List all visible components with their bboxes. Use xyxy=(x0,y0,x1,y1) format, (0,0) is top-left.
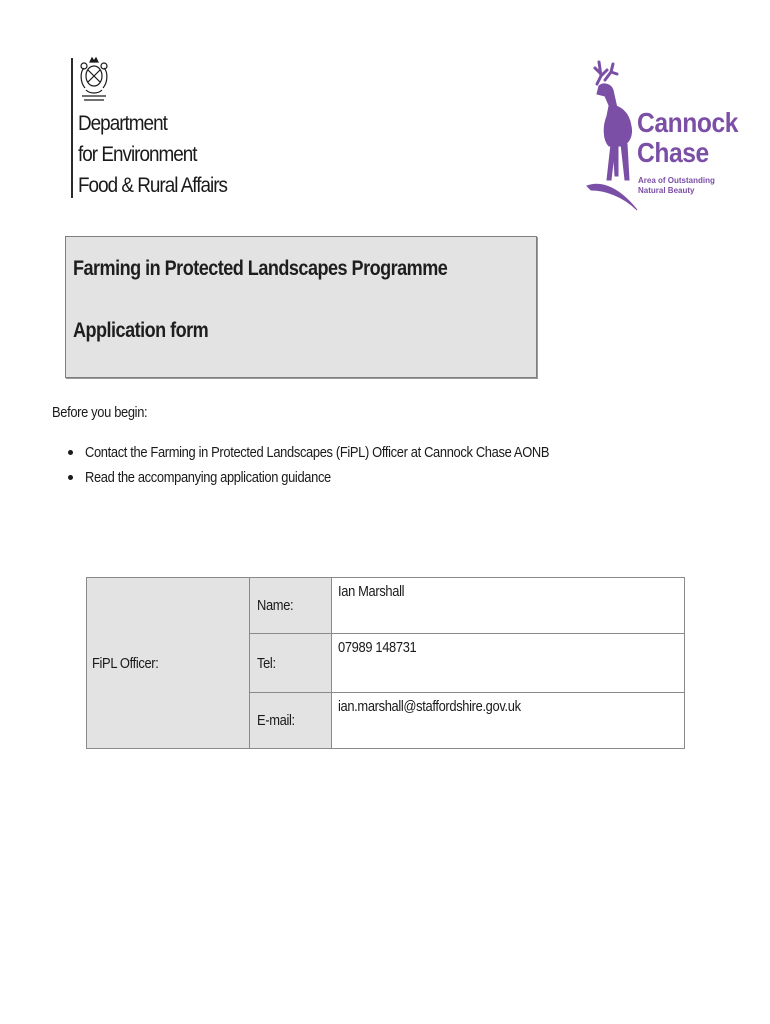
tel-label: Tel: xyxy=(257,654,276,672)
royal-coat-of-arms-icon xyxy=(78,56,110,104)
list-item-text: Read the accompanying application guidance xyxy=(85,469,331,486)
cannock-chase-logo xyxy=(585,60,738,216)
cannock-chase-wordmark xyxy=(637,108,738,168)
before-you-begin-heading: Before you begin: xyxy=(52,404,148,421)
email-label-cell xyxy=(250,693,332,749)
officer-label: FiPL Officer: xyxy=(92,654,159,672)
email-value: ian.marshall@staffordshire.gov.uk xyxy=(338,698,521,715)
name-value: Ian Marshall xyxy=(338,583,405,600)
logo-divider xyxy=(71,58,73,198)
bullet-icon xyxy=(68,475,73,480)
name-value-cell[interactable] xyxy=(332,578,685,634)
aonb-tagline xyxy=(638,176,715,196)
name-label-cell xyxy=(250,578,332,634)
officer-label-cell xyxy=(87,578,250,749)
tel-value-cell[interactable] xyxy=(332,634,685,693)
form-subtitle: Application form xyxy=(73,319,209,342)
email-value-cell[interactable] xyxy=(332,693,685,749)
defra-line-2: for Environment xyxy=(78,143,197,166)
cc-tagline-line-1: Area of Outstanding xyxy=(638,176,715,185)
cc-name-line-1: Cannock xyxy=(637,107,738,138)
title-box xyxy=(65,236,537,378)
cc-tagline-line-2: Natural Beauty xyxy=(638,186,695,195)
defra-wordmark xyxy=(78,108,227,201)
defra-logo xyxy=(70,56,240,200)
defra-line-1: Department xyxy=(78,112,167,135)
stag-icon xyxy=(585,60,645,212)
name-label: Name: xyxy=(257,597,294,614)
bullet-icon xyxy=(68,450,73,455)
list-item-text: Contact the Farming in Protected Landscapes (FiPL) Officer at Cannock Chase AONB xyxy=(85,444,550,461)
tel-label-cell xyxy=(250,634,332,693)
programme-title: Farming in Protected Landscapes Programme xyxy=(73,257,448,280)
email-label: E-mail: xyxy=(257,712,295,729)
officer-contact-table xyxy=(86,577,685,749)
cc-name-line-2: Chase xyxy=(637,137,709,168)
tel-value: 07989 148731 xyxy=(338,639,417,656)
defra-line-3: Food & Rural Affairs xyxy=(78,174,227,197)
table-row xyxy=(87,578,685,634)
